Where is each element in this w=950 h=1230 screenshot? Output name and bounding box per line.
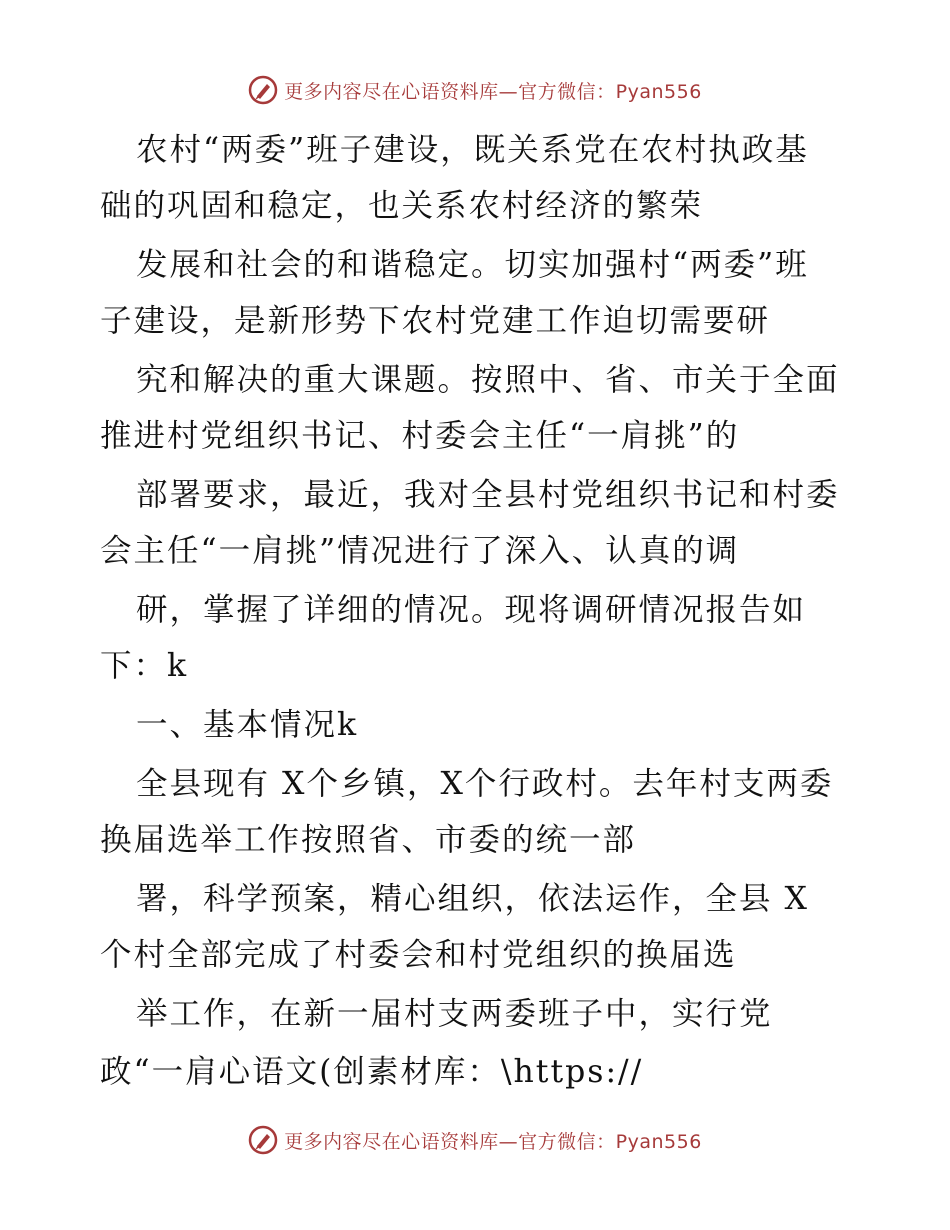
watermark-banner-bottom: [0, 1122, 950, 1158]
watermark-text: 更多内容尽在心语资料库—官方微信：Pyan556: [284, 80, 702, 103]
text-line: 发展和社会的和谐稳定。切实加强村“两委”班: [136, 247, 809, 283]
text-line: 换届选举工作按照省、市委的统一部: [100, 822, 637, 858]
text-line: 子建设，是新形势下农村党建工作迫切需要研: [100, 303, 771, 339]
text-line: 下：k: [100, 648, 189, 684]
watermark-text: 更多内容尽在心语资料库—官方微信：Pyan556: [284, 1130, 702, 1153]
text-line: 究和解决的重大课题。按照中、省、市关于全面: [136, 362, 840, 398]
text-line: 推进村党组织书记、村委会主任“一肩挑”的: [100, 418, 740, 454]
pen-nib-logo-icon: [248, 75, 278, 105]
text-line: 政“一肩心语文(创素材库：\https://: [100, 1054, 644, 1090]
text-line: 会主任“一肩挑”情况进行了深入、认真的调: [100, 533, 740, 569]
section-heading: 一、基本情况k: [136, 707, 359, 743]
text-line: 署，科学预案，精心组织，依法运作，全县 X: [136, 881, 809, 917]
text-line: 部署要求，最近，我对全县村党组织书记和村委: [136, 477, 840, 513]
text-line: 农村“两委”班子建设，既关系党在农村执政基: [136, 132, 809, 168]
text-line: 全县现有 X个乡镇，X个行政村。去年村支两委: [136, 766, 834, 802]
text-line: 个村全部完成了村委会和村党组织的换届选: [100, 937, 737, 973]
text-line: 研，掌握了详细的情况。现将调研情况报告如: [136, 592, 807, 628]
text-line: 举工作，在新一届村支两委班子中，实行党: [136, 996, 773, 1032]
text-line: 础的巩固和稳定，也关系农村经济的繁荣: [100, 188, 704, 224]
watermark-banner-top: [0, 72, 950, 108]
pen-nib-logo-icon: [248, 1125, 278, 1155]
